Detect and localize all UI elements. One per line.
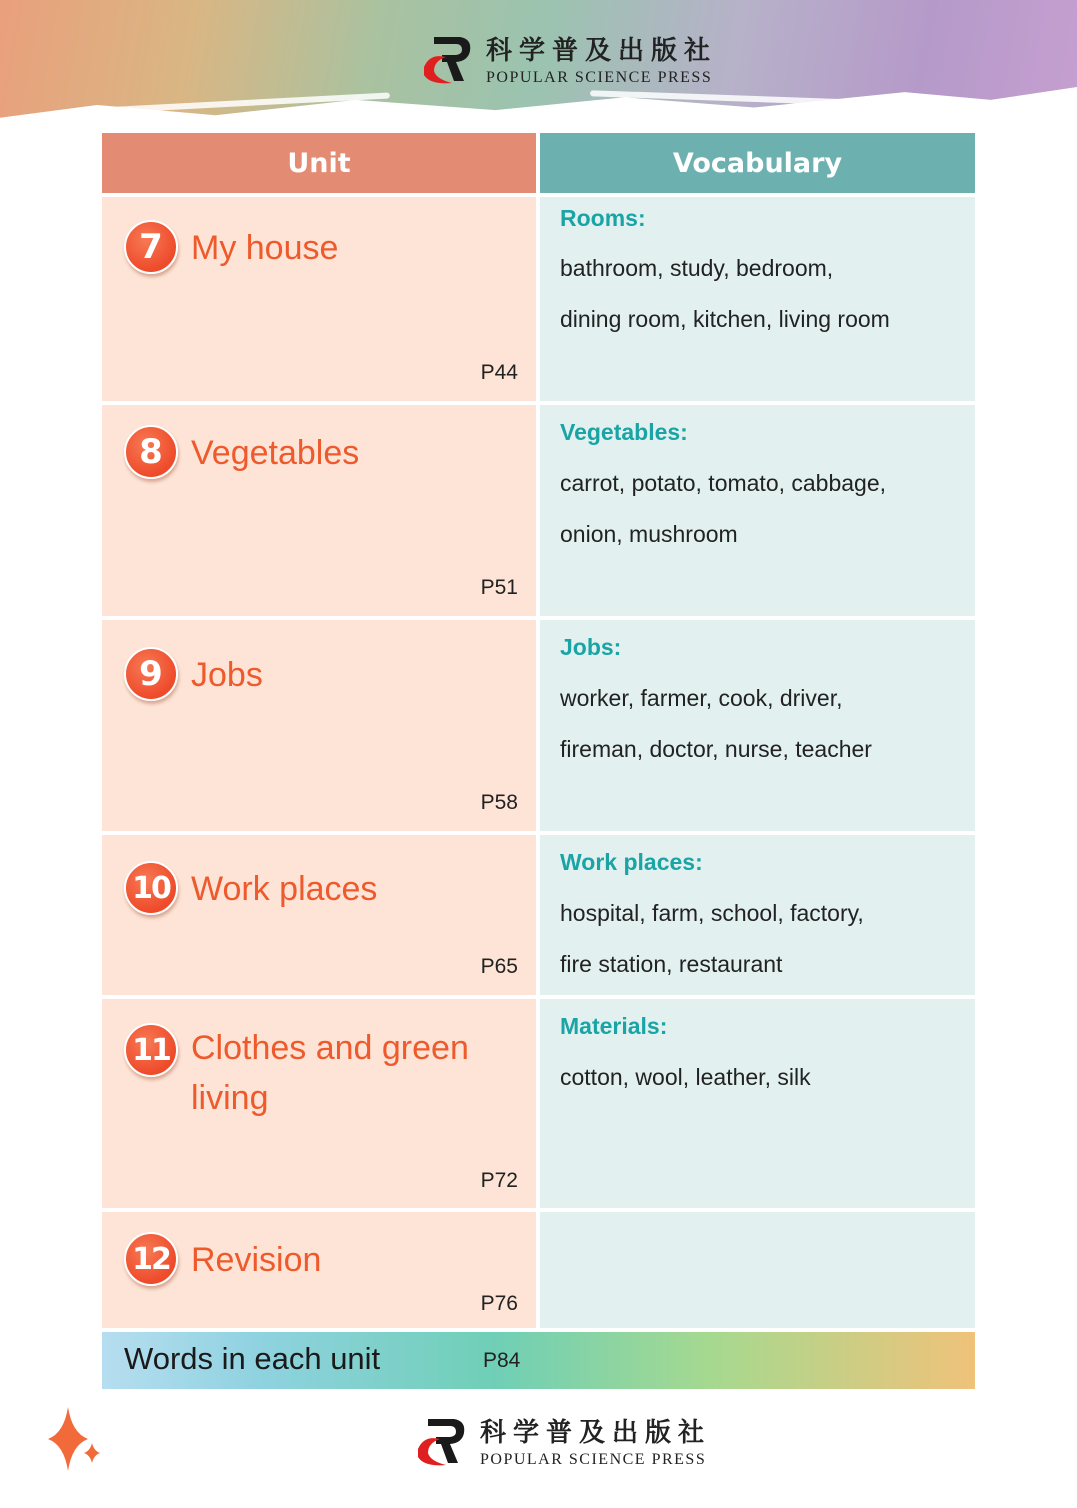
unit-page-number: P58 — [480, 791, 518, 814]
table-row — [102, 620, 975, 831]
publisher-logo-top — [420, 30, 717, 87]
unit-number-badge: 10 — [124, 861, 178, 915]
vocabulary-heading: Vegetables: — [560, 419, 688, 445]
unit-number-badge: 11 — [124, 1023, 178, 1077]
publisher-logo-icon — [414, 1413, 470, 1469]
vocabulary-line: hospital, farm, school, factory, — [560, 900, 864, 926]
publisher-name-cn: 科学普及出版社 — [480, 1418, 712, 1448]
vocabulary-cell — [540, 197, 975, 401]
vocabulary-heading: Work places: — [560, 849, 703, 875]
unit-column-header: Unit — [102, 133, 536, 193]
vocabulary-column-header: Vocabulary — [540, 133, 975, 193]
unit-number-badge: 9 — [124, 647, 178, 701]
publisher-logo-bottom — [414, 1412, 711, 1469]
table-row — [102, 835, 975, 995]
vocabulary-line: dining room, kitchen, living room — [560, 306, 890, 332]
unit-page-number: P76 — [480, 1292, 518, 1315]
publisher-name-en: POPULAR SCIENCE PRESS — [486, 69, 713, 86]
vocabulary-cell — [540, 835, 975, 995]
table-row — [102, 405, 975, 616]
unit-number-badge: 8 — [124, 425, 178, 479]
unit-cell[interactable] — [102, 620, 536, 831]
unit-title: Clothes and green living — [191, 1029, 469, 1117]
unit-number-badge: 12 — [124, 1232, 178, 1286]
unit-page-number: P44 — [480, 361, 518, 384]
vocabulary-line: fireman, doctor, nurse, teacher — [560, 736, 872, 762]
vocabulary-line: onion, mushroom — [560, 521, 738, 547]
vocabulary-heading: Jobs: — [560, 634, 622, 660]
table-row — [102, 999, 975, 1208]
table-row — [102, 197, 975, 401]
unit-page-number: P72 — [480, 1169, 518, 1192]
vocabulary-cell — [540, 999, 975, 1208]
unit-title: Jobs — [191, 656, 263, 694]
vocabulary-line: bathroom, study, bedroom, — [560, 255, 834, 281]
vocabulary-heading: Rooms: — [560, 205, 646, 231]
unit-title: Revision — [191, 1241, 322, 1279]
unit-title: Vegetables — [191, 434, 360, 472]
unit-page-number: P65 — [480, 955, 518, 978]
sparkle-icon — [44, 1405, 104, 1475]
vocabulary-cell — [540, 405, 975, 616]
unit-cell[interactable] — [102, 835, 536, 995]
contents-table — [102, 133, 975, 1389]
words-in-each-unit-row[interactable] — [102, 1332, 975, 1389]
words-in-each-unit-title: Words in each unit — [124, 1341, 381, 1376]
unit-cell[interactable] — [102, 197, 536, 401]
vocabulary-line: cotton, wool, leather, silk — [560, 1064, 811, 1090]
vocabulary-line: worker, farmer, cook, driver, — [560, 685, 843, 711]
unit-cell[interactable] — [102, 1212, 536, 1328]
table-row — [102, 1212, 975, 1328]
unit-title: My house — [191, 229, 339, 267]
publisher-logo-icon — [420, 31, 476, 87]
vocabulary-cell — [540, 620, 975, 831]
publisher-name-en: POPULAR SCIENCE PRESS — [480, 1451, 707, 1468]
unit-number-badge: 7 — [124, 220, 178, 274]
unit-cell[interactable] — [102, 999, 536, 1208]
table-header — [102, 133, 975, 193]
vocabulary-heading: Materials: — [560, 1013, 668, 1039]
unit-cell[interactable] — [102, 405, 536, 616]
vocabulary-line: carrot, potato, tomato, cabbage, — [560, 470, 887, 496]
words-in-each-unit-page: P84 — [483, 1349, 521, 1372]
unit-title: Work places — [191, 870, 378, 908]
publisher-name-cn: 科学普及出版社 — [486, 36, 718, 66]
vocabulary-cell — [540, 1212, 975, 1328]
unit-page-number: P51 — [480, 576, 518, 599]
vocabulary-line: fire station, restaurant — [560, 951, 783, 977]
